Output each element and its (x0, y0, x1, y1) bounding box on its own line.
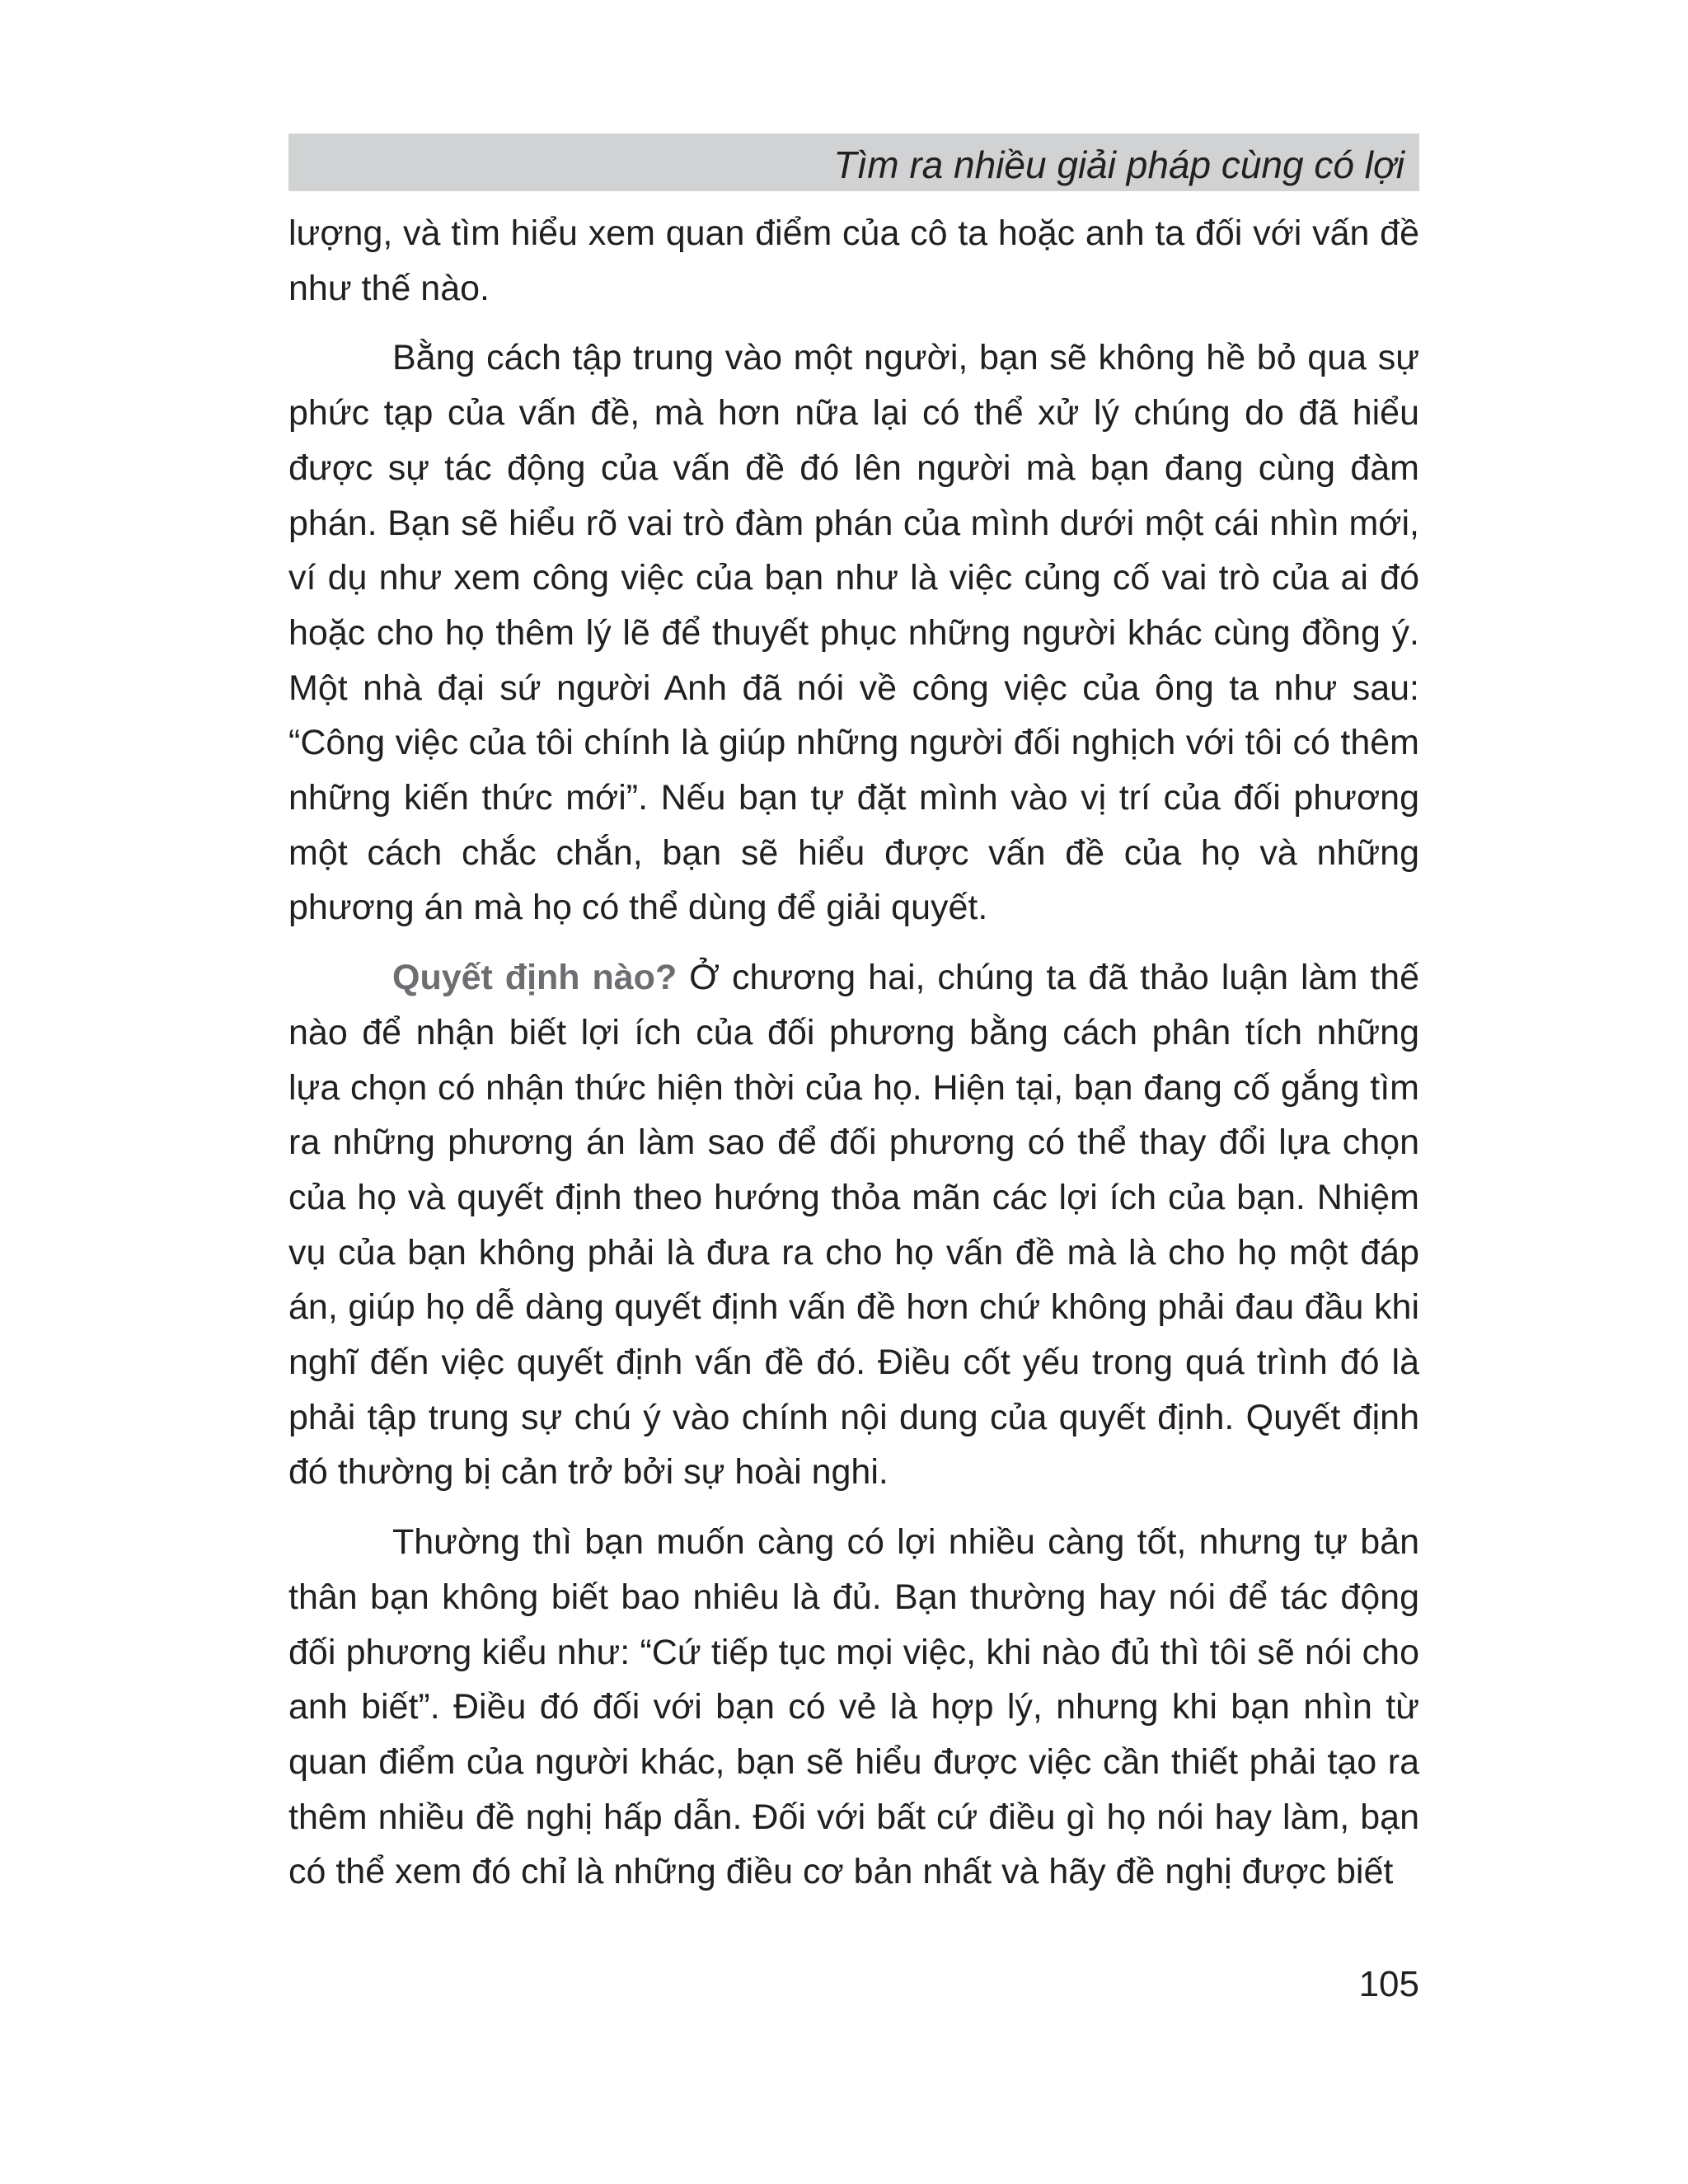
paragraph-1-text: lượng, và tìm hiểu xem quan điểm của cô ta hoặc anh ta đối với vấn đề như thế nào. (288, 213, 1419, 308)
paragraph-4-text: Thường thì bạn muốn càng có lợi nhiều càng tốt, nhưng tự bản thân bạn không biết bao nhiêu là đủ. Bạn thường hay nói để tác động đối phương kiểu như: “Cứ tiếp tục mọi việc, khi nào đủ thì tôi sẽ nói cho anh biết”. Điều đó đối với bạn có vẻ là hợp lý, nhưng khi bạn nhìn từ quan điểm của người khác, bạn sẽ hiểu được việc cần thiết phải tạo ra thêm nhiều đề nghị hấp dẫn. Đối với bất cứ điều gì họ nói hay làm, bạn có thể xem đó chỉ là những điều cơ bản nhất và hãy đề nghị được biết (288, 1522, 1419, 1892)
paragraph-1 (288, 206, 1419, 316)
running-header-title: Tìm ra nhiều giải pháp cùng có lợi (833, 143, 1404, 186)
paragraph-2 (288, 330, 1419, 935)
paragraph-3 (288, 950, 1419, 1500)
running-header (288, 134, 1419, 191)
paragraph-3-text: Ở chương hai, chúng ta đã thảo luận làm thế nào để nhận biết lợi ích của đối phương bằng cách phân tích những lựa chọn có nhận thức hiện thời của họ. Hiện tại, bạn đang cố gắng tìm ra những phương án làm sao để đối phương có thể thay đổi lựa chọn của họ và quyết định theo hướng thỏa mãn các lợi ích của bạn. Nhiệm vụ của bạn không phải là đưa ra cho họ vấn đề mà là cho họ một đáp án, giúp họ dễ dàng quyết định vấn đề hơn chứ không phải đau đầu khi nghĩ đến việc quyết định vấn đề đó. Điều cốt yếu trong quá trình đó là phải tập trung sự chú ý vào chính nội dung của quyết định. Quyết định đó thường bị cản trở bởi sự hoài nghi. (288, 958, 1419, 1493)
paragraph-4 (288, 1515, 1419, 1900)
page-number: 105 (1358, 1964, 1419, 2004)
paragraph-3-lead: Quyết định nào? (392, 958, 678, 998)
body-text (288, 206, 1419, 1915)
paragraph-2-text: Bằng cách tập trung vào một người, bạn sẽ không hề bỏ qua sự phức tạp của vấn đề, mà hơn nữa lại có thể xử lý chúng do đã hiểu được sự tác động của vấn đề đó lên người mà bạn đang cùng đàm phán. Bạn sẽ hiểu rõ vai trò đàm phán của mình dưới một cái nhìn mới, ví dụ như xem công việc của bạn như là việc củng cố vai trò của ai đó hoặc cho họ thêm lý lẽ để thuyết phục những người khác cùng đồng ý. Một nhà đại sứ người Anh đã nói về công việc của ông ta như sau: “Công việc của tôi chính là giúp những người đối nghịch với tôi có thêm những kiến thức mới”. Nếu bạn tự đặt mình vào vị trí của đối phương một cách chắc chắn, bạn sẽ hiểu được vấn đề của họ và những phương án mà họ có thể dùng để giải quyết. (288, 338, 1419, 928)
